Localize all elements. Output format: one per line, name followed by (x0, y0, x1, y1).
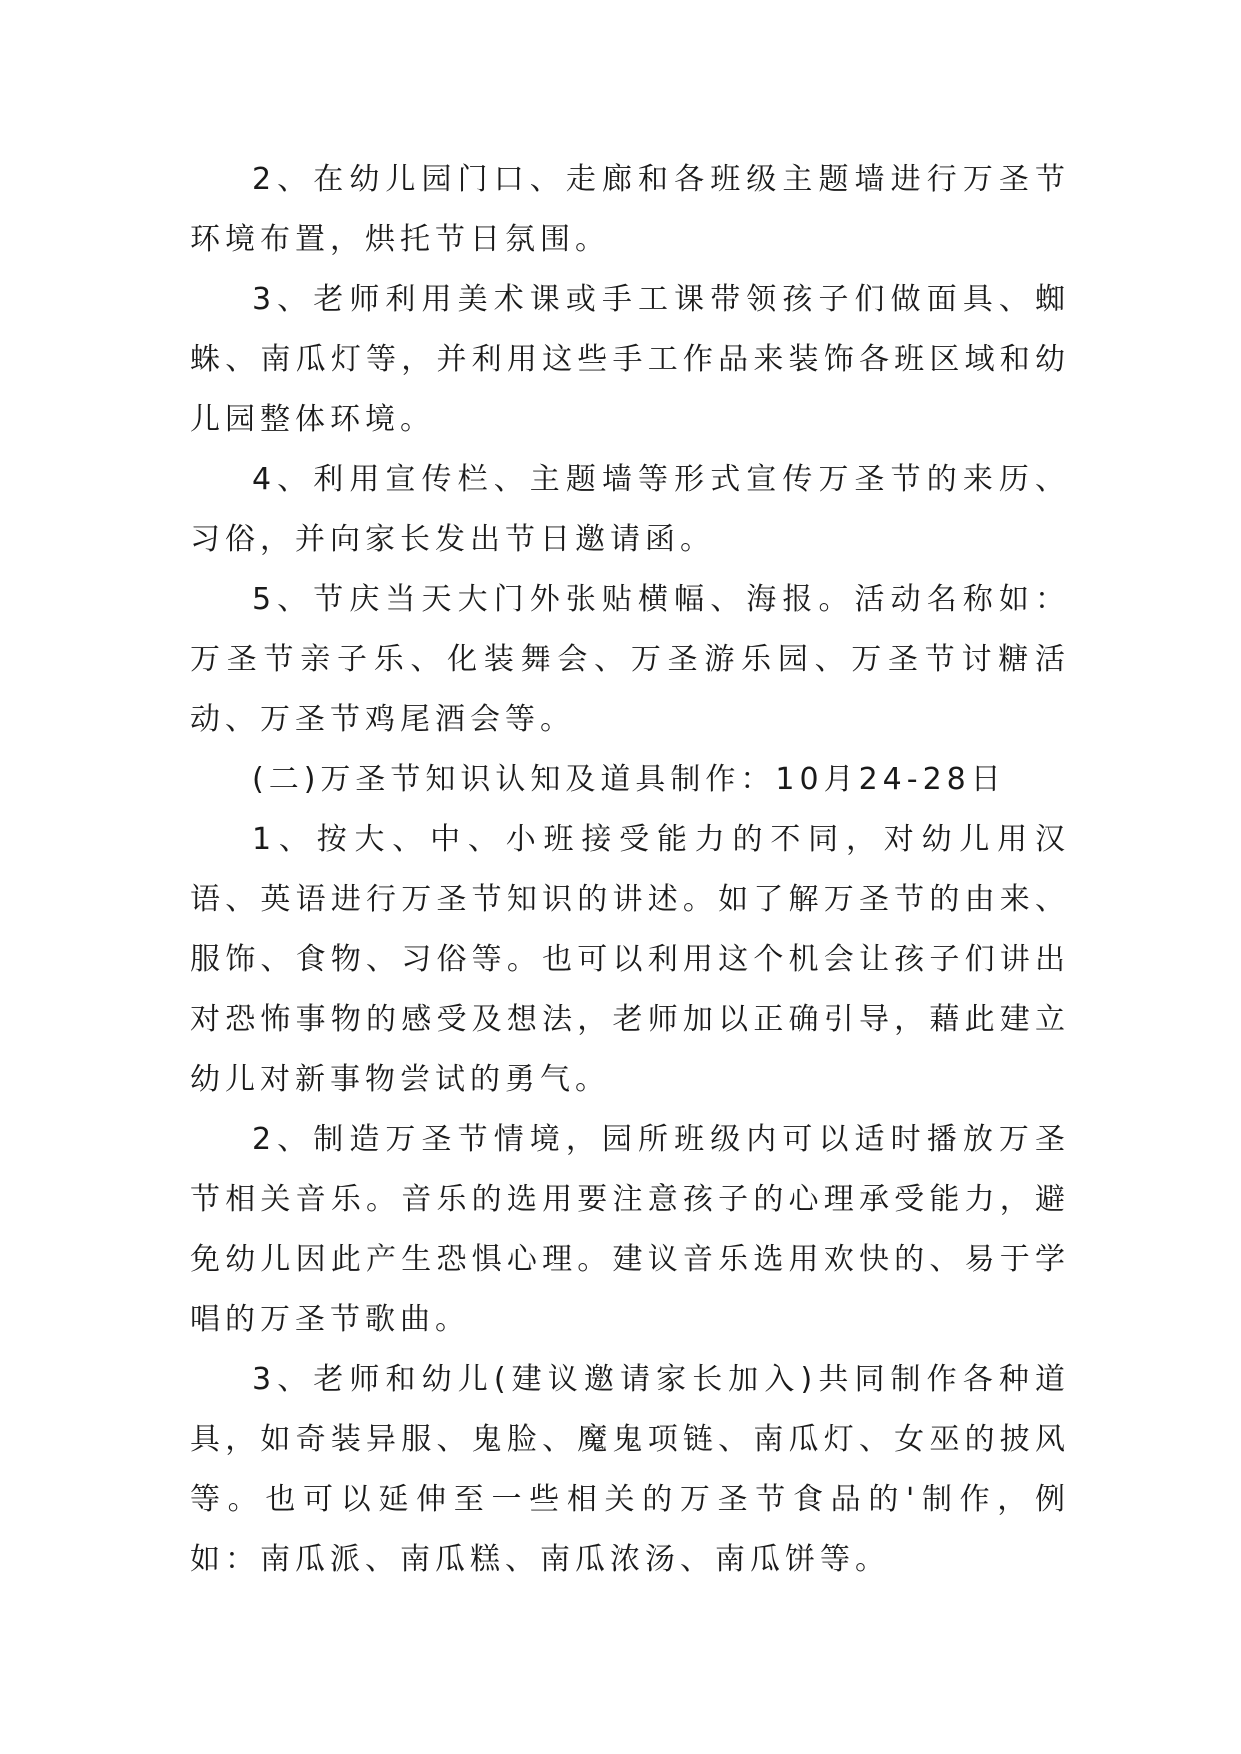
paragraph-banners: 5、节庆当天大门外张贴横幅、海报。活动名称如：万圣节亲子乐、化装舞会、万圣游乐园、万圣节讨糖活动、万圣节鸡尾酒会等。 (190, 582, 1070, 737)
paragraph-handicraft: 3、老师利用美术课或手工课带领孩子们做面具、蜘蛛、南瓜灯等，并利用这些手工作品来装饰各班区域和幼儿园整体环境。 (190, 282, 1070, 437)
paragraph-env-decoration: 2、在幼儿园门口、走廊和各班级主题墙进行万圣节环境布置，烘托节日氛围。 (190, 162, 1070, 257)
section-heading-knowledge: (二)万圣节知识认知及道具制作：10月24-28日 (252, 762, 1006, 797)
paragraph-props: 3、老师和幼儿(建议邀请家长加入)共同制作各种道具，如奇装异服、鬼脸、魔鬼项链、南瓜灯、女巫的披风等。也可以延伸至一些相关的万圣节食品的'制作，例如：南瓜派、南瓜糕、南瓜浓汤、南瓜饼等。 (190, 1362, 1070, 1577)
document-body (190, 150, 1070, 1590)
paragraph-publicity: 4、利用宣传栏、主题墙等形式宣传万圣节的来历、习俗，并向家长发出节日邀请函。 (190, 462, 1070, 557)
paragraph-music: 2、制造万圣节情境，园所班级内可以适时播放万圣节相关音乐。音乐的选用要注意孩子的心理承受能力，避免幼儿因此产生恐惧心理。建议音乐选用欢快的、易于学唱的万圣节歌曲。 (190, 1122, 1070, 1337)
paragraph-knowledge-talk: 1、按大、中、小班接受能力的不同，对幼儿用汉语、英语进行万圣节知识的讲述。如了解万圣节的由来、服饰、食物、习俗等。也可以利用这个机会让孩子们讲出对恐怖事物的感受及想法，老师加以正确引导，藉此建立幼儿对新事物尝试的勇气。 (190, 822, 1070, 1097)
